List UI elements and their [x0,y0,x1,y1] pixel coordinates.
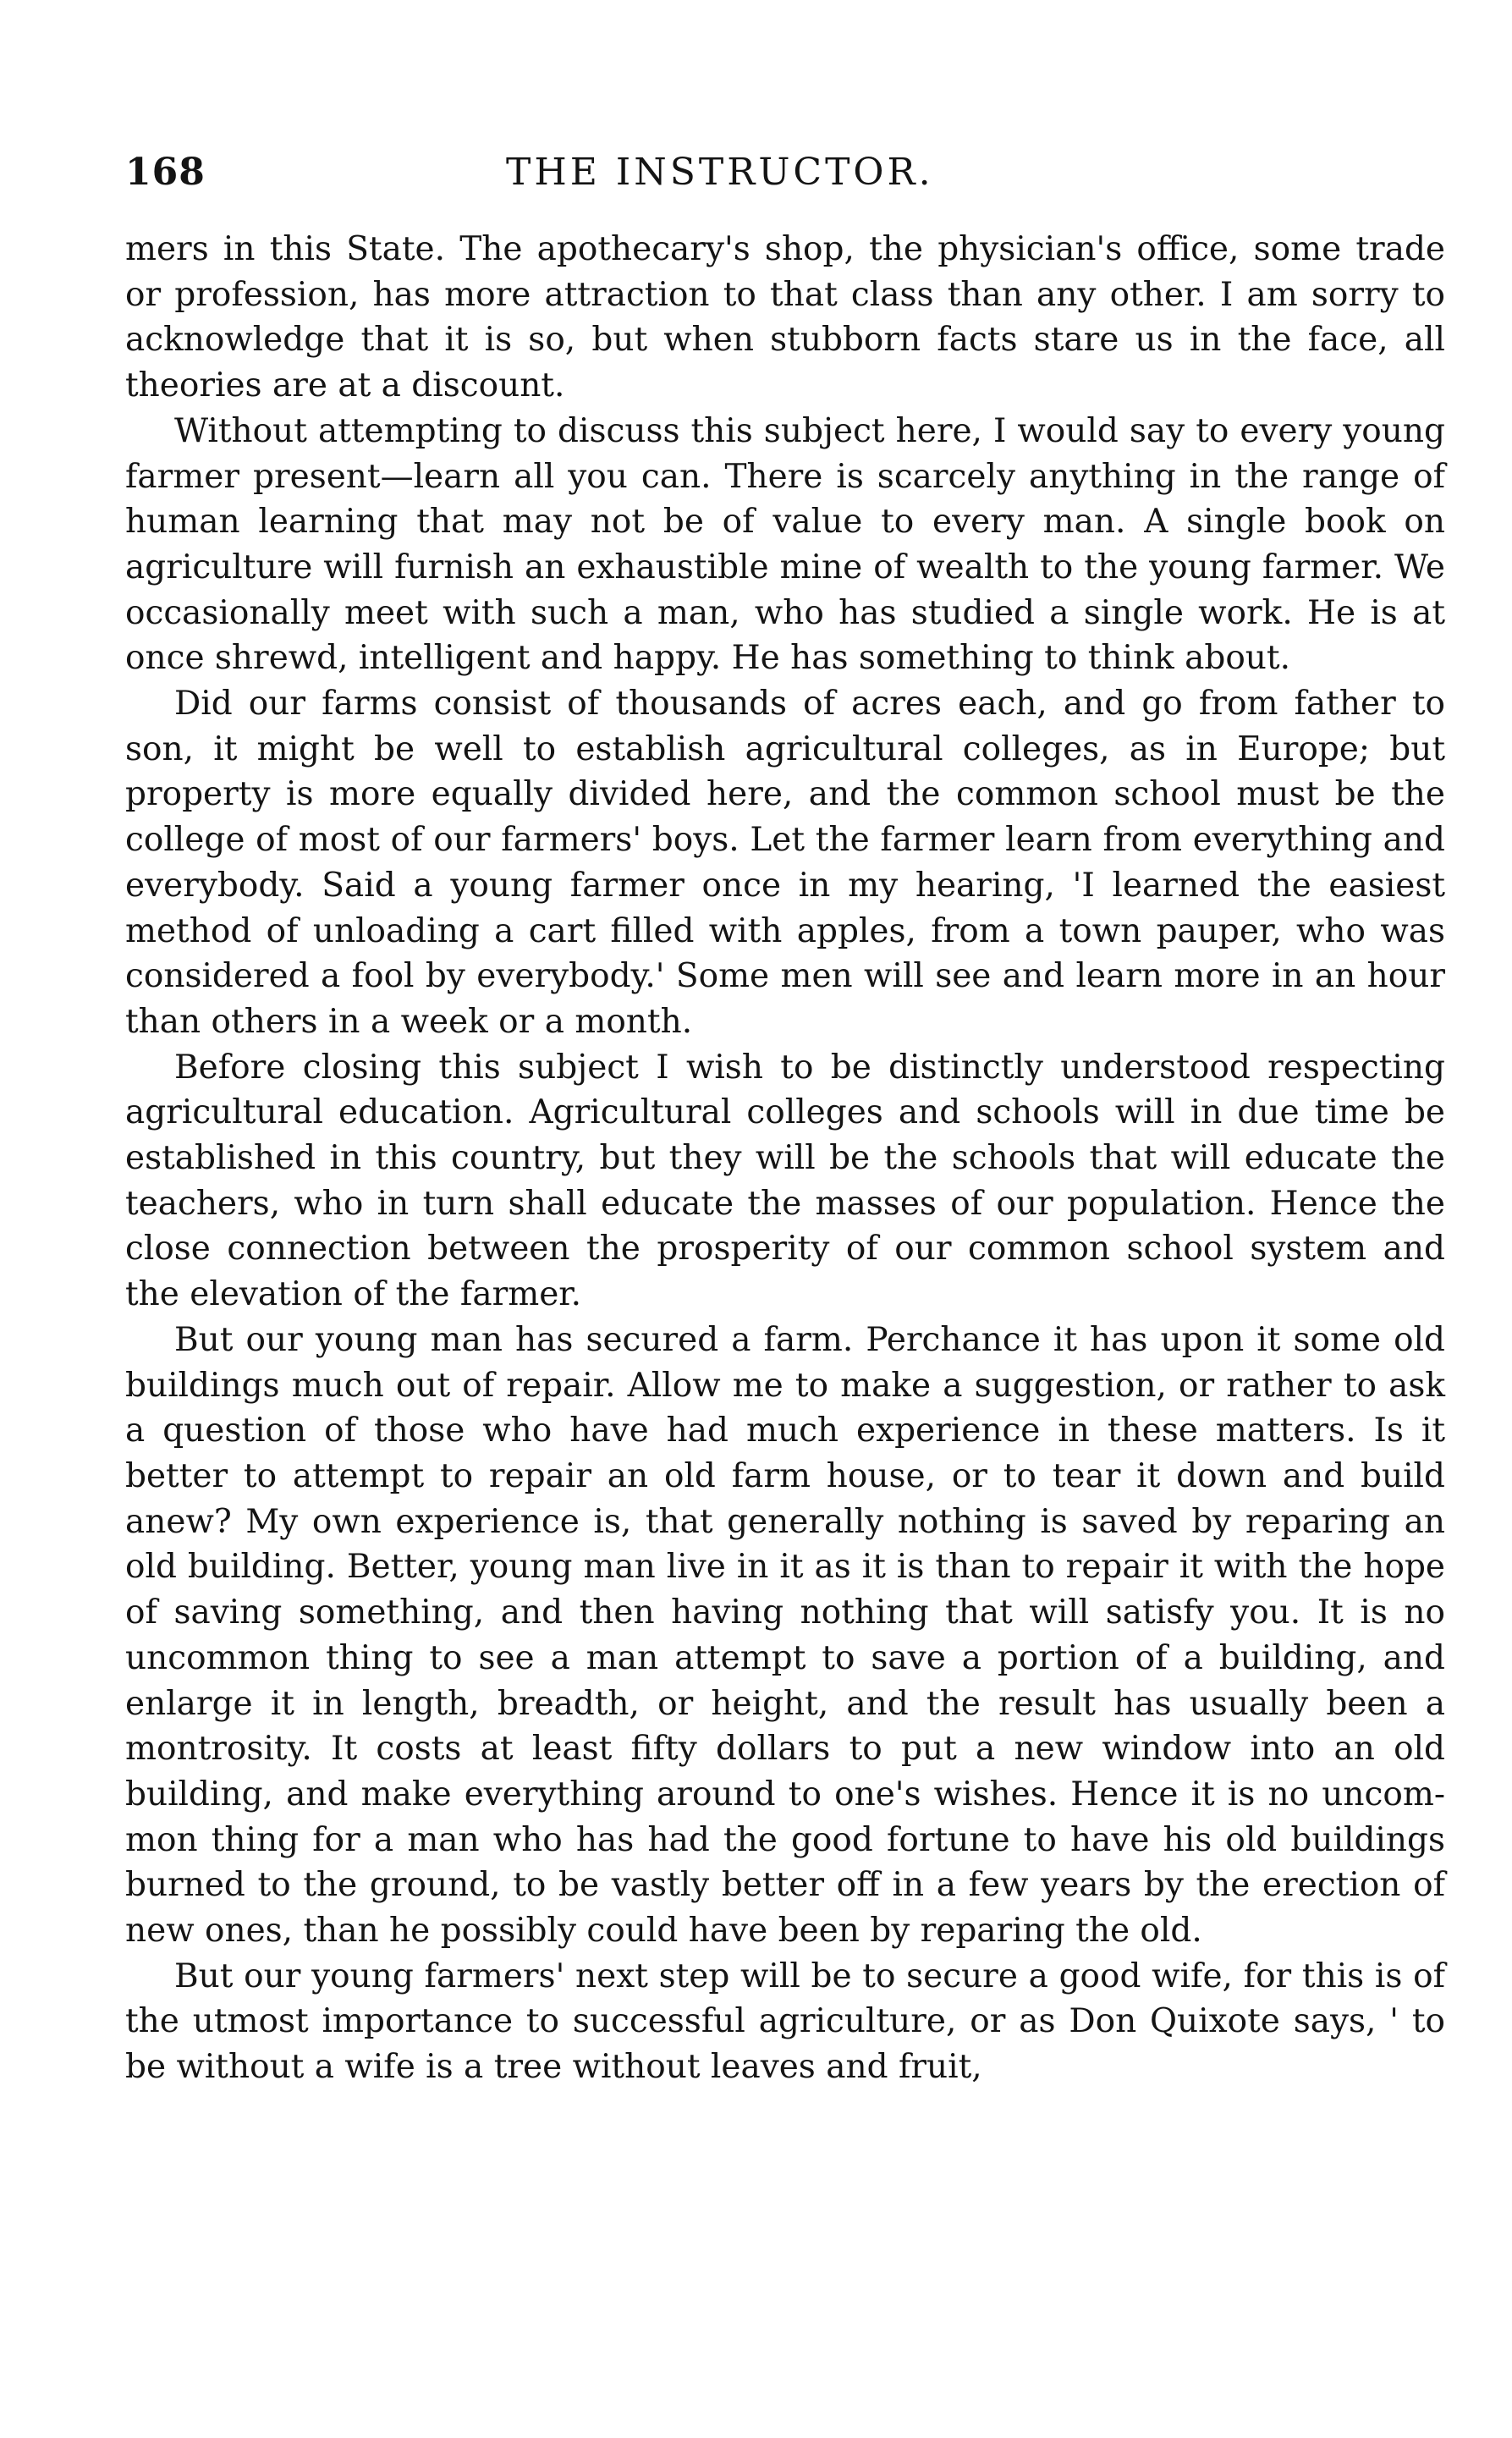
running-title: THE INSTRUCTOR. [506,151,934,194]
paragraph: Before closing this subject I wish to be distinctly understood respecting agricultural education. Agricultural colleges and schools will in due time be established in this country, but they will be the schools that will educate the teachers, who in turn shall educate the masses of our population. Hence the close connection between the prosperity of our common school system and the elevation of the farmer. [125,1048,1445,1314]
paragraph: Without attempting to discuss this subject here, I would say to every young farmer present—learn all you can. There is scarcely anything in the range of human learning that may not be of value to every man. A single book on agriculture will furnish an exhaustible mine of wealth to the young farmer. We occasionally meet with such a man, who has studied a single work. He is at once shrewd, intelligent and happy. He has something to think about. [125,411,1445,678]
paragraph-continued: mers in this State. The apothecary's shop, the physician's office, some trade or profession, has more attraction to that class than any other. I am sorry to acknowledge that it is so, but when stubborn facts stare us in the face, all theories are at a discount. [125,230,1445,405]
paragraph: Did our farms consist of thousands of acres each, and go from father to son, it might be well to establish agricultural colleges, as in Europe; but property is more equally divided here, and the common school must be the college of most of our farmers' boys. Let the farmer learn from everything and everybody. Said a young farmer once in my hearing, 'I learned the easiest method of unloading a cart filled with apples, from a town pauper, who was considered a fool by everybody.' Some men will see and learn more in an hour than others in a week or a month. [125,685,1445,1041]
paragraph: But our young farmers' next step will be to secure a good wife, for this is of the utmost importance to successful agriculture, or as Don Quixote says, ' to be without a wife is a tree without leaves and fruit, [125,1956,1445,2087]
body-text [125,227,1445,2090]
paragraph: But our young man has secured a farm. Perchance it has upon it some old buildings much out of repair. Allow me to make a suggestion, or rather to ask a question of those who have had much experience in these matters. Is it better to attempt to repair an old farm house, or to tear it down and build anew? My own experience is, that generally nothing is saved by reparing an old building. Better, young man live in it as it is than to repair it with the hope of saving something, and then having nothing that will satisfy you. It is no uncommon thing to see a man attempt to save a portion of a building, and enlarge it in length, breadth, or height, and the result has usually been a montrosity. It costs at least fifty dollars to put a new window into an old building, and make everything around to one's wishes. Hence it is no uncommon thing for a man who has had the good fortune to have his old buildings burned to the ground, to be vastly better off in a few years by the erection of new ones, than he possibly could have been by reparing the old. [125,1320,1445,1951]
page-number: 168 [125,151,206,194]
running-head [125,151,1445,201]
